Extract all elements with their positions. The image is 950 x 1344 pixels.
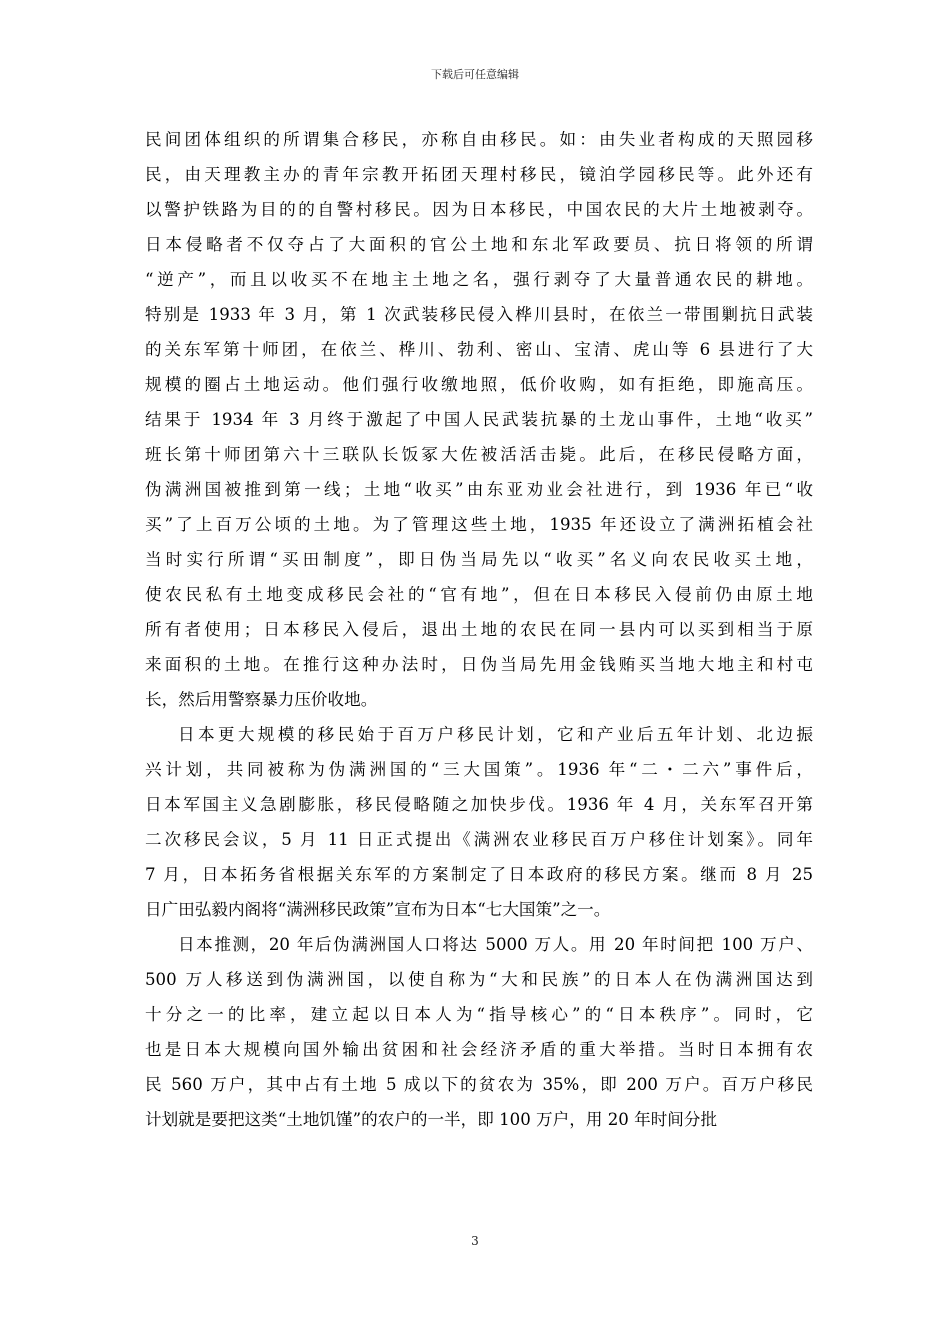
paragraph bbox=[145, 927, 813, 1137]
text-line: 7 月，日本拓务省根据关东军的方案制定了日本政府的移民方案。继而 8 月 25 bbox=[145, 865, 813, 884]
text-line: 规模的圈占土地运动。他们强行收缴地照，低价收购，如有拒绝，即施高压。 bbox=[145, 375, 813, 394]
paragraph bbox=[145, 717, 813, 927]
text-line: 兴计划，共同被称为伪满洲国的“三大国策”。1936 年“二・二六”事件后， bbox=[145, 760, 813, 779]
text-line: 日广田弘毅内阁将“满洲移民政策”宣布为日本“七大国策”之一。 bbox=[145, 900, 611, 919]
text-line: 结果于 1934 年 3 月终于激起了中国人民武装抗暴的土龙山事件，土地“收买” bbox=[145, 410, 813, 429]
text-line: 长，然后用警察暴力压价收地。 bbox=[145, 690, 378, 709]
text-line: 二次移民会议，5 月 11 日正式提出《满洲农业移民百万户移住计划案》。同年 bbox=[145, 830, 813, 849]
page-header: 下载后可任意编辑 bbox=[431, 68, 519, 81]
text-line: 日本更大规模的移民始于百万户移民计划，它和产业后五年计划、北边振 bbox=[178, 725, 813, 744]
page-number: 3 bbox=[471, 1234, 479, 1248]
text-line: 民间团体组织的所谓集合移民，亦称自由移民。如：由失业者构成的天照园移 bbox=[145, 130, 813, 149]
text-line: 使农民私有土地变成移民会社的“官有地”，但在日本移民入侵前仍由原土地 bbox=[145, 585, 813, 604]
text-line: 民，由天理教主办的青年宗教开拓团天理村移民，镜泊学园移民等。此外还有 bbox=[145, 165, 813, 184]
text-line: 日本推测，20 年后伪满洲国人口将达 5000 万人。用 20 年时间把 100 万户、 bbox=[178, 935, 813, 954]
text-line: 500 万人移送到伪满洲国，以使自称为“大和民族”的日本人在伪满洲国达到 bbox=[145, 970, 813, 989]
text-line: 买”了上百万公顷的土地。为了管理这些土地，1935 年还设立了满洲拓植会社 bbox=[145, 515, 813, 534]
text-line: 的关东军第十师团，在依兰、桦川、勃利、密山、宝清、虎山等 6 县进行了大 bbox=[145, 340, 813, 359]
text-line: 也是日本大规模向国外输出贫困和社会经济矛盾的重大举措。当时日本拥有农 bbox=[145, 1040, 813, 1059]
text-line: 日本侵略者不仅夺占了大面积的官公土地和东北军政要员、抗日将领的所谓 bbox=[145, 235, 813, 254]
text-line: 当时实行所谓“买田制度”，即日伪当局先以“收买”名义向农民收买土地， bbox=[145, 550, 813, 569]
text-line: 班长第十师团第六十三联队长饭冢大佐被活活击毙。此后，在移民侵略方面， bbox=[145, 445, 813, 464]
text-line: 来面积的土地。在推行这种办法时，日伪当局先用金钱贿买当地大地主和村屯 bbox=[145, 655, 813, 674]
text-line: 特别是 1933 年 3 月，第 1 次武装移民侵入桦川县时，在依兰一带围剿抗日武装 bbox=[145, 305, 813, 324]
text-line: 计划就是要把这类“土地饥馑”的农户的一半，即 100 万户，用 20 年时间分批 bbox=[145, 1110, 718, 1129]
text-line: 所有者使用；日本移民入侵后，退出土地的农民在同一县内可以买到相当于原 bbox=[145, 620, 813, 639]
paragraph bbox=[145, 122, 813, 717]
text-line: 十分之一的比率，建立起以日本人为“指导核心”的“日本秩序”。同时，它 bbox=[145, 1005, 813, 1024]
text-line: 民 560 万户，其中占有土地 5 成以下的贫农为 35%，即 200 万户。百万户移民 bbox=[145, 1075, 813, 1094]
text-line: 日本军国主义急剧膨胀，移民侵略随之加快步伐。1936 年 4 月，关东军召开第 bbox=[145, 795, 813, 814]
document-body bbox=[145, 122, 813, 1137]
text-line: 伪满洲国被推到第一线；土地“收买”由东亚劝业会社进行，到 1936 年已“收 bbox=[145, 480, 813, 499]
text-line: “逆产”，而且以收买不在地主土地之名，强行剥夺了大量普通农民的耕地。 bbox=[145, 270, 813, 289]
text-line: 以警护铁路为目的的自警村移民。因为日本移民，中国农民的大片土地被剥夺。 bbox=[145, 200, 813, 219]
